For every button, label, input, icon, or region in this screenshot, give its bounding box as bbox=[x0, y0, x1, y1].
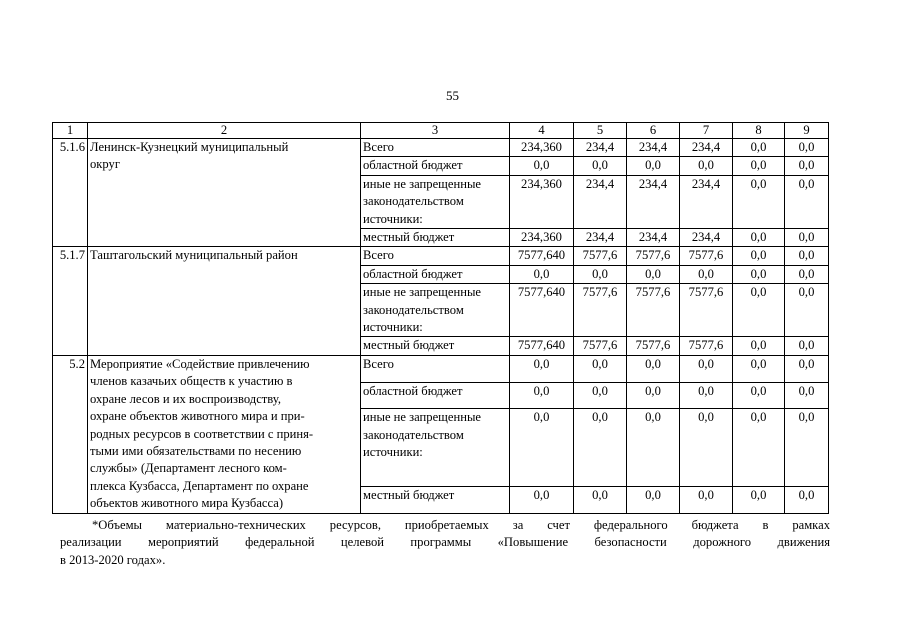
footnote-line: реализации мероприятий федеральной целевой программы «Повышение безопасности дорожного движения bbox=[60, 535, 830, 550]
value-cell: 234,4 bbox=[627, 175, 680, 228]
funding-source bbox=[361, 157, 510, 175]
funding-source bbox=[361, 284, 510, 337]
description-line: Мероприятие «Содействие привлечению bbox=[90, 356, 310, 371]
funding-source bbox=[361, 337, 510, 355]
value-cell: 0,0 bbox=[733, 229, 785, 247]
value-cell: 0,0 bbox=[680, 409, 733, 486]
source-line: законодательством bbox=[363, 427, 464, 442]
value-cell: 7577,6 bbox=[680, 337, 733, 355]
source-line: источники: bbox=[363, 445, 423, 460]
value-cell: 0,0 bbox=[574, 157, 627, 175]
row-code: 5.1.6 bbox=[53, 139, 88, 247]
source-line: иные не запрещенные bbox=[363, 176, 481, 191]
funding-source bbox=[361, 229, 510, 247]
description-line: Ленинск-Кузнецкий муниципальный bbox=[90, 140, 289, 154]
value-cell: 0,0 bbox=[785, 157, 829, 175]
table-row bbox=[53, 247, 829, 265]
source-line: Всего bbox=[363, 356, 394, 371]
source-line: местный бюджет bbox=[363, 230, 455, 245]
source-line: иные не запрещенные bbox=[363, 285, 481, 300]
value-cell: 0,0 bbox=[510, 409, 574, 486]
value-cell: 234,4 bbox=[627, 139, 680, 157]
value-cell: 0,0 bbox=[627, 409, 680, 486]
value-cell: 0,0 bbox=[733, 139, 785, 157]
page-number: 55 bbox=[446, 88, 459, 103]
source-line: законодательством bbox=[363, 194, 464, 209]
value-cell: 0,0 bbox=[574, 409, 627, 486]
description-line: службы» (Департамент лесного ком- bbox=[90, 461, 287, 476]
value-cell: 0,0 bbox=[510, 382, 574, 409]
value-cell: 7577,640 bbox=[510, 284, 574, 337]
value-cell: 0,0 bbox=[510, 157, 574, 175]
value-cell: 7577,6 bbox=[574, 337, 627, 355]
value-cell: 0,0 bbox=[574, 382, 627, 409]
value-cell: 0,0 bbox=[733, 175, 785, 228]
table-row bbox=[53, 355, 829, 382]
value-cell: 0,0 bbox=[785, 355, 829, 382]
source-line: источники: bbox=[363, 211, 423, 226]
value-cell: 234,4 bbox=[627, 229, 680, 247]
value-cell: 0,0 bbox=[574, 486, 627, 513]
value-cell: 234,360 bbox=[510, 139, 574, 157]
table-body bbox=[53, 139, 829, 514]
column-header: 1 bbox=[53, 123, 88, 139]
funding-source bbox=[361, 355, 510, 382]
description-line: объектов животного мира Кузбасса) bbox=[90, 496, 284, 511]
description-line: тыми ими обязательствами по несению bbox=[90, 443, 302, 458]
source-line: источники: bbox=[363, 320, 423, 335]
value-cell: 0,0 bbox=[733, 409, 785, 486]
row-description bbox=[88, 247, 361, 355]
funding-source bbox=[361, 486, 510, 513]
budget-table bbox=[52, 122, 829, 514]
footnote-line: в 2013-2020 годах». bbox=[60, 552, 166, 567]
value-cell: 0,0 bbox=[733, 382, 785, 409]
value-cell: 0,0 bbox=[574, 355, 627, 382]
funding-source bbox=[361, 139, 510, 157]
column-header: 2 bbox=[88, 123, 361, 139]
description-line: Таштагольский муниципальный район bbox=[90, 248, 298, 263]
value-cell: 234,4 bbox=[574, 175, 627, 228]
value-cell: 0,0 bbox=[785, 247, 829, 265]
column-header: 9 bbox=[785, 123, 829, 139]
row-description bbox=[88, 355, 361, 513]
value-cell: 7577,6 bbox=[627, 337, 680, 355]
value-cell: 0,0 bbox=[785, 139, 829, 157]
funding-source bbox=[361, 409, 510, 486]
funding-source bbox=[361, 247, 510, 265]
value-cell: 0,0 bbox=[680, 265, 733, 283]
source-line: областной бюджет bbox=[363, 158, 463, 173]
value-cell: 0,0 bbox=[574, 265, 627, 283]
value-cell: 0,0 bbox=[627, 355, 680, 382]
value-cell: 0,0 bbox=[785, 229, 829, 247]
value-cell: 234,4 bbox=[680, 229, 733, 247]
value-cell: 0,0 bbox=[733, 265, 785, 283]
row-code: 5.1.7 bbox=[53, 247, 88, 355]
source-line: местный бюджет bbox=[363, 487, 455, 502]
value-cell: 0,0 bbox=[785, 265, 829, 283]
description-line: охране объектов животного мира и при- bbox=[90, 409, 305, 424]
value-cell: 234,4 bbox=[680, 139, 733, 157]
value-cell: 7577,6 bbox=[680, 247, 733, 265]
value-cell: 0,0 bbox=[785, 337, 829, 355]
value-cell: 7577,640 bbox=[510, 337, 574, 355]
value-cell: 0,0 bbox=[510, 355, 574, 382]
value-cell: 7577,6 bbox=[627, 247, 680, 265]
value-cell: 0,0 bbox=[627, 265, 680, 283]
row-code: 5.2 bbox=[53, 355, 88, 513]
value-cell: 234,360 bbox=[510, 175, 574, 228]
value-cell: 0,0 bbox=[510, 486, 574, 513]
value-cell: 7577,6 bbox=[574, 247, 627, 265]
value-cell: 0,0 bbox=[785, 486, 829, 513]
value-cell: 7577,640 bbox=[510, 247, 574, 265]
source-line: Всего bbox=[363, 140, 394, 154]
value-cell: 0,0 bbox=[510, 265, 574, 283]
description-line: охране лесов и их воспроизводству, bbox=[90, 391, 281, 406]
value-cell: 0,0 bbox=[733, 486, 785, 513]
value-cell: 234,4 bbox=[574, 229, 627, 247]
column-header: 6 bbox=[627, 123, 680, 139]
value-cell: 0,0 bbox=[785, 382, 829, 409]
value-cell: 0,0 bbox=[680, 355, 733, 382]
source-line: Всего bbox=[363, 248, 394, 263]
value-cell: 7577,6 bbox=[574, 284, 627, 337]
value-cell: 0,0 bbox=[680, 486, 733, 513]
funding-source bbox=[361, 175, 510, 228]
row-description bbox=[88, 139, 361, 247]
column-header: 7 bbox=[680, 123, 733, 139]
column-header: 4 bbox=[510, 123, 574, 139]
description-line: членов казачьих обществ к участию в bbox=[90, 374, 293, 389]
description-line: родных ресурсов в соответствии с приня- bbox=[90, 426, 314, 441]
value-cell: 0,0 bbox=[733, 247, 785, 265]
source-line: законодательством bbox=[363, 302, 464, 317]
value-cell: 0,0 bbox=[733, 337, 785, 355]
value-cell: 234,360 bbox=[510, 229, 574, 247]
value-cell: 0,0 bbox=[733, 157, 785, 175]
column-header: 5 bbox=[574, 123, 627, 139]
footnote bbox=[60, 517, 830, 569]
footnote-line: *Объемы материально-технических ресурсов, приобретаемых за счет федерального бюджета в рамках bbox=[92, 518, 830, 532]
funding-source bbox=[361, 265, 510, 283]
value-cell: 0,0 bbox=[680, 382, 733, 409]
value-cell: 0,0 bbox=[627, 157, 680, 175]
value-cell: 0,0 bbox=[785, 284, 829, 337]
table-header-row bbox=[53, 123, 829, 139]
value-cell: 7577,6 bbox=[627, 284, 680, 337]
value-cell: 0,0 bbox=[785, 175, 829, 228]
value-cell: 0,0 bbox=[733, 355, 785, 382]
value-cell: 7577,6 bbox=[680, 284, 733, 337]
source-line: местный бюджет bbox=[363, 338, 455, 353]
source-line: областной бюджет bbox=[363, 383, 463, 398]
source-line: иные не запрещенные bbox=[363, 410, 481, 425]
column-header: 8 bbox=[733, 123, 785, 139]
funding-source bbox=[361, 382, 510, 409]
description-line: плекса Кузбасса, Департамент по охране bbox=[90, 478, 309, 493]
value-cell: 0,0 bbox=[680, 157, 733, 175]
table-row bbox=[53, 139, 829, 157]
value-cell: 0,0 bbox=[785, 409, 829, 486]
value-cell: 234,4 bbox=[574, 139, 627, 157]
value-cell: 0,0 bbox=[627, 486, 680, 513]
source-line: областной бюджет bbox=[363, 266, 463, 281]
value-cell: 0,0 bbox=[733, 284, 785, 337]
value-cell: 0,0 bbox=[627, 382, 680, 409]
value-cell: 234,4 bbox=[680, 175, 733, 228]
column-header: 3 bbox=[361, 123, 510, 139]
description-line: округ bbox=[90, 157, 121, 172]
